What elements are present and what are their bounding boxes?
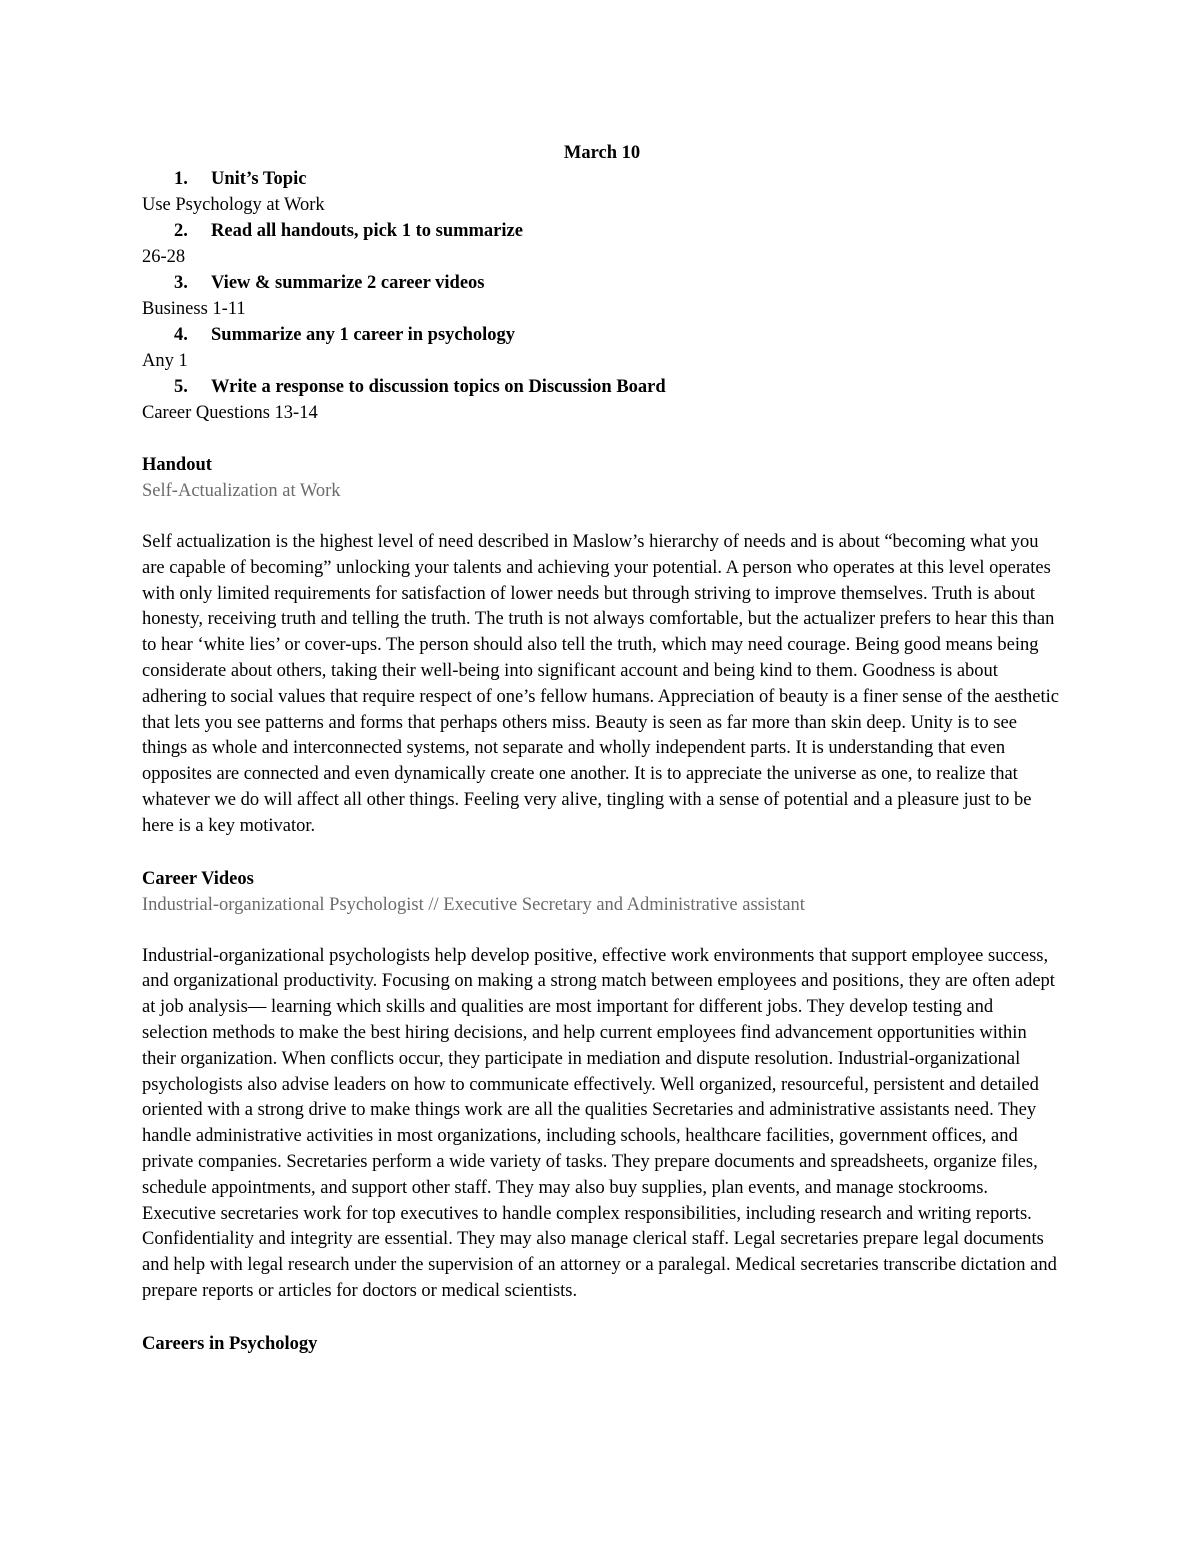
task-number: 2. (174, 221, 188, 241)
career-videos-heading: Career Videos (142, 868, 254, 889)
task-number: 4. (174, 325, 188, 345)
careers-in-psychology-section (142, 1331, 1062, 1357)
task-answer: 26-28 (142, 247, 186, 267)
task-item (142, 270, 1062, 322)
task-answer: Business 1-11 (142, 299, 246, 319)
career-videos-body: Industrial-organizational psychologists help develop positive, effective work environments that support employee success, and organizational productivity. Focusing on making a strong match between employees and positions, they are often adept at job analysis— learning which skills and qualities are most important for different jobs. They develop testing and selection methods to make the best hiring decisions, and help current employees find advancement opportunities within their organization. When conflicts occur, they participate in mediation and dispute resolution. Industrial-organizational psychologists also advise leaders on how to communicate effectively. Well organized, resourceful, persistent and detailed oriented with a strong drive to make things work are all the qualities Secretaries and administrative assistants need. They handle administrative activities in most organizations, including schools, healthcare facilities, government offices, and private companies. Secretaries perform a wide variety of tasks. They prepare documents and spreadsheets, organize files, schedule appointments, and support other staff. They may also buy supplies, plan events, and manage stockrooms. Executive secretaries work for top executives to handle complex responsibilities, including research and writing reports. Confidentiality and integrity are essential. They may also manage clerical staff. Legal secretaries prepare legal documents and help with legal research under the supervision of an attorney or a paralegal. Medical secretaries transcribe dictation and prepare reports or articles for doctors or medical scientists. (142, 945, 1057, 1301)
task-item (142, 166, 1062, 218)
task-answer: Use Psychology at Work (142, 195, 325, 215)
handout-section (142, 452, 1062, 840)
task-number: 1. (174, 169, 188, 189)
task-item (142, 322, 1062, 374)
document-date-title: March 10 (563, 143, 641, 163)
document-page (142, 140, 1062, 1357)
task-list (142, 166, 1062, 426)
task-heading-text: Summarize any 1 career in psychology (211, 325, 516, 345)
task-heading-text: Read all handouts, pick 1 to summarize (211, 221, 523, 241)
task-number: 5. (174, 377, 188, 397)
task-number: 3. (174, 273, 188, 293)
spacer (142, 840, 1062, 866)
spacer (142, 1305, 1062, 1331)
handout-body: Self actualization is the highest level of need described in Maslow’s hierarchy of needs and is about “becoming what you are capable of becoming” unlocking your talents and achieving your potential. A person who operates at this level operates with only limited requirements for satisfaction of lower needs but through striving to improve themselves. Truth is about honesty, receiving truth and telling the truth. The truth is not always comfortable, but the actualizer prefers to hear this than to hear ‘white lies’ or cover-ups. The person should also tell the truth, which may need courage. Being good means being considerate about others, taking their well-being into significant account and being kind to them. Goodness is about adhering to social values that require respect of one’s fellow humans. Appreciation of beauty is a finer sense of the aesthetic that lets you see patterns and forms that perhaps others miss. Beauty is seen as far more than skin deep. Unity is to see things as whole and interconnected systems, not separate and wholly independent parts. It is understanding that even opposites are connected and even dynamically create one another. It is to appreciate the universe as one, to realize that whatever we do will affect all other things. Feeling very alive, tingling with a sense of potential and a pleasure just to be here is a key motivator. (142, 532, 1059, 836)
task-heading (142, 218, 1062, 244)
spacer (142, 426, 1062, 452)
task-heading-text: Write a response to discussion topics on Discussion Board (211, 377, 666, 397)
task-item (142, 374, 1062, 426)
handout-subtitle: Self-Actualization at Work (142, 481, 341, 501)
handout-heading: Handout (142, 455, 212, 475)
task-heading-text: Unit’s Topic (211, 169, 307, 189)
task-item (142, 218, 1062, 270)
task-answer: Any 1 (142, 351, 188, 371)
task-heading (142, 166, 1062, 192)
task-answer: Career Questions 13-14 (142, 403, 318, 423)
task-heading (142, 322, 1062, 348)
career-videos-subtitle: Industrial-organizational Psychologist // Executive Secretary and Administrative assistant (142, 894, 805, 915)
spacer (142, 918, 1062, 944)
task-heading (142, 270, 1062, 296)
spacer (142, 504, 1062, 530)
careers-in-psychology-heading: Careers in Psychology (142, 1333, 318, 1354)
career-videos-section (142, 866, 1062, 1305)
task-heading (142, 374, 1062, 400)
task-heading-text: View & summarize 2 career videos (211, 273, 485, 293)
